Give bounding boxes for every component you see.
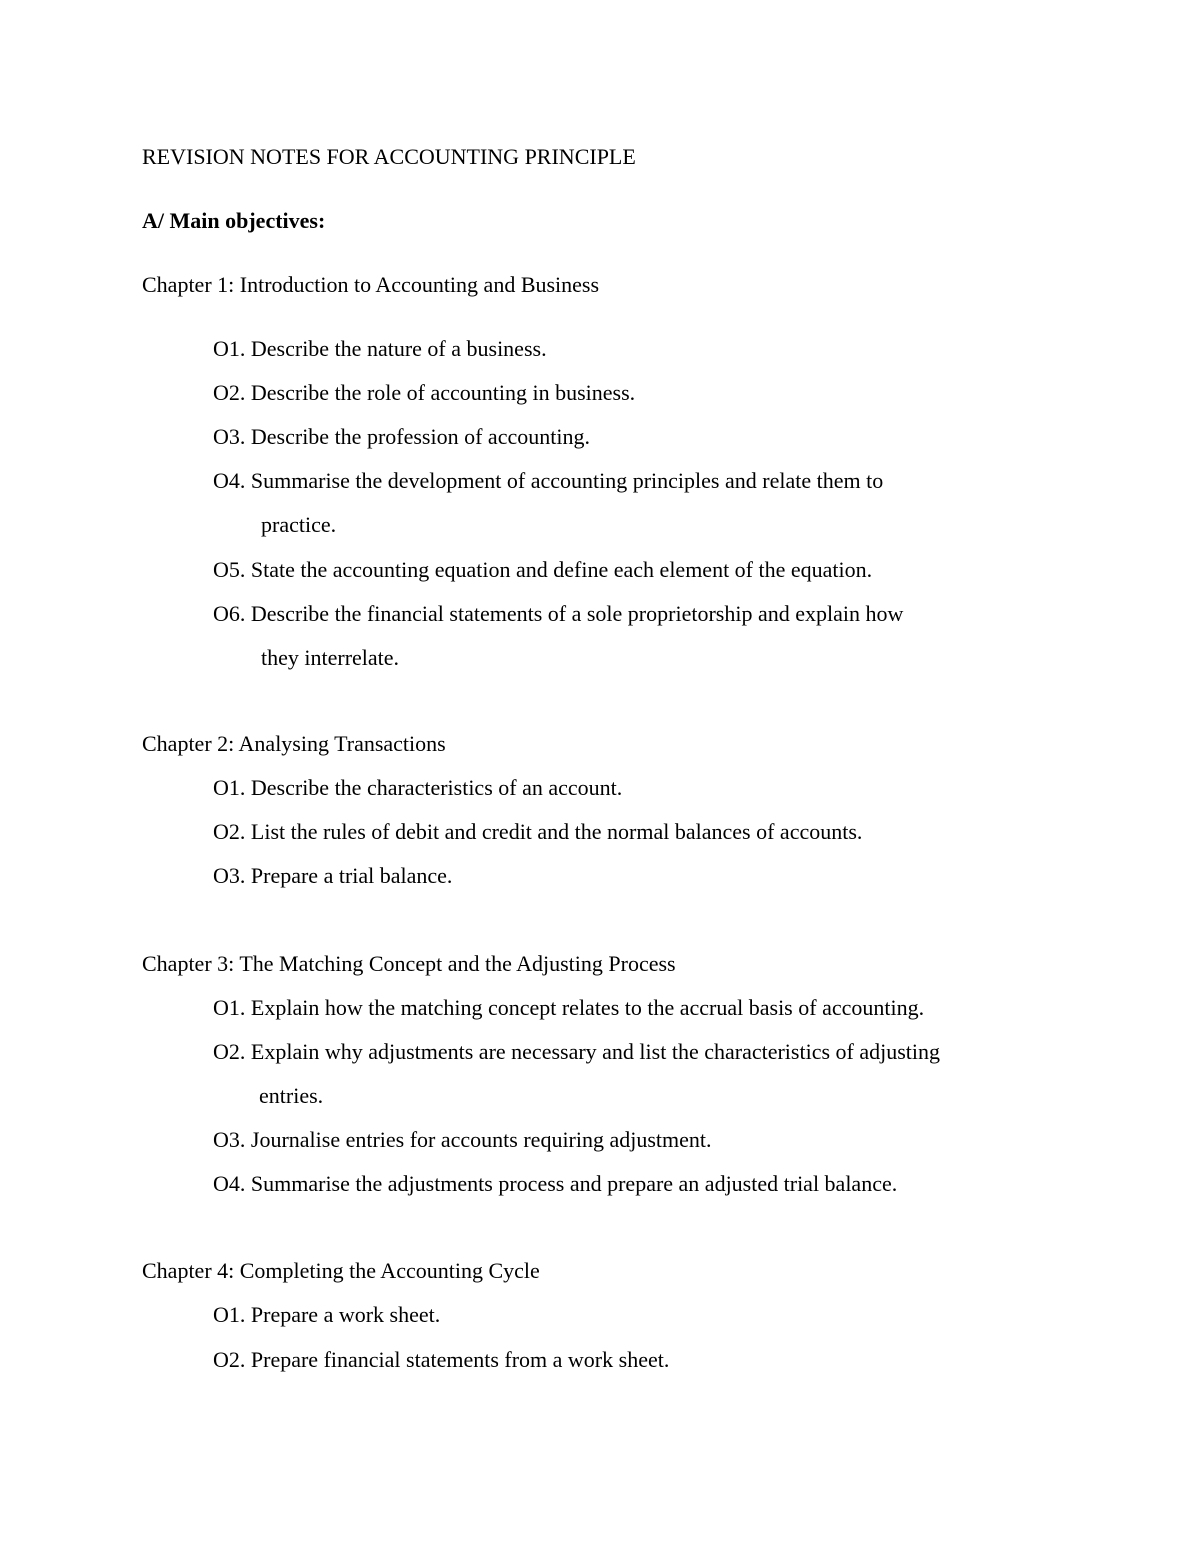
- chapter-2-heading: Chapter 2: Analysing Transactions: [142, 731, 446, 756]
- chapter-2-objective-2: O2. List the rules of debit and credit and the normal balances of accounts.: [213, 819, 863, 844]
- chapter-3-heading: Chapter 3: The Matching Concept and the Adjusting Process: [142, 951, 676, 976]
- chapter-1-objective-2: O2. Describe the role of accounting in business.: [213, 380, 636, 405]
- chapter-4-objective-1: O1. Prepare a work sheet.: [213, 1302, 441, 1327]
- chapter-3-objective-3: O3. Journalise entries for accounts requiring adjustment.: [213, 1127, 712, 1152]
- chapter-4-objective-2: O2. Prepare financial statements from a work sheet.: [213, 1347, 670, 1372]
- chapter-1-objective-5: O5. State the accounting equation and define each element of the equation.: [213, 557, 873, 582]
- chapter-2-objective-3: O3. Prepare a trial balance.: [213, 863, 453, 888]
- chapter-1-objective-1: O1. Describe the nature of a business.: [213, 336, 547, 361]
- chapter-3-objective-2-continuation: entries.: [259, 1083, 324, 1108]
- chapter-1-objective-4: O4. Summarise the development of accounting principles and relate them to: [213, 468, 884, 493]
- chapter-3-objective-2: O2. Explain why adjustments are necessary and list the characteristics of adjusting: [213, 1039, 941, 1064]
- section-heading: A/ Main objectives:: [142, 208, 326, 233]
- document-title: REVISION NOTES FOR ACCOUNTING PRINCIPLE: [142, 144, 636, 169]
- chapter-2-objective-1: O1. Describe the characteristics of an account.: [213, 775, 623, 800]
- chapter-1-objective-4-continuation: practice.: [261, 512, 337, 537]
- chapter-3-objective-1: O1. Explain how the matching concept relates to the accrual basis of accounting.: [213, 995, 925, 1020]
- chapter-1-objective-6-continuation: they interrelate.: [261, 645, 400, 670]
- chapter-3-objective-4: O4. Summarise the adjustments process and prepare an adjusted trial balance.: [213, 1171, 898, 1196]
- chapter-4-heading: Chapter 4: Completing the Accounting Cycle: [142, 1258, 540, 1283]
- chapter-1-objective-6: O6. Describe the financial statements of a sole proprietorship and explain how: [213, 601, 904, 626]
- chapter-1-objective-3: O3. Describe the profession of accounting.: [213, 424, 590, 449]
- chapter-1-heading: Chapter 1: Introduction to Accounting and Business: [142, 272, 600, 297]
